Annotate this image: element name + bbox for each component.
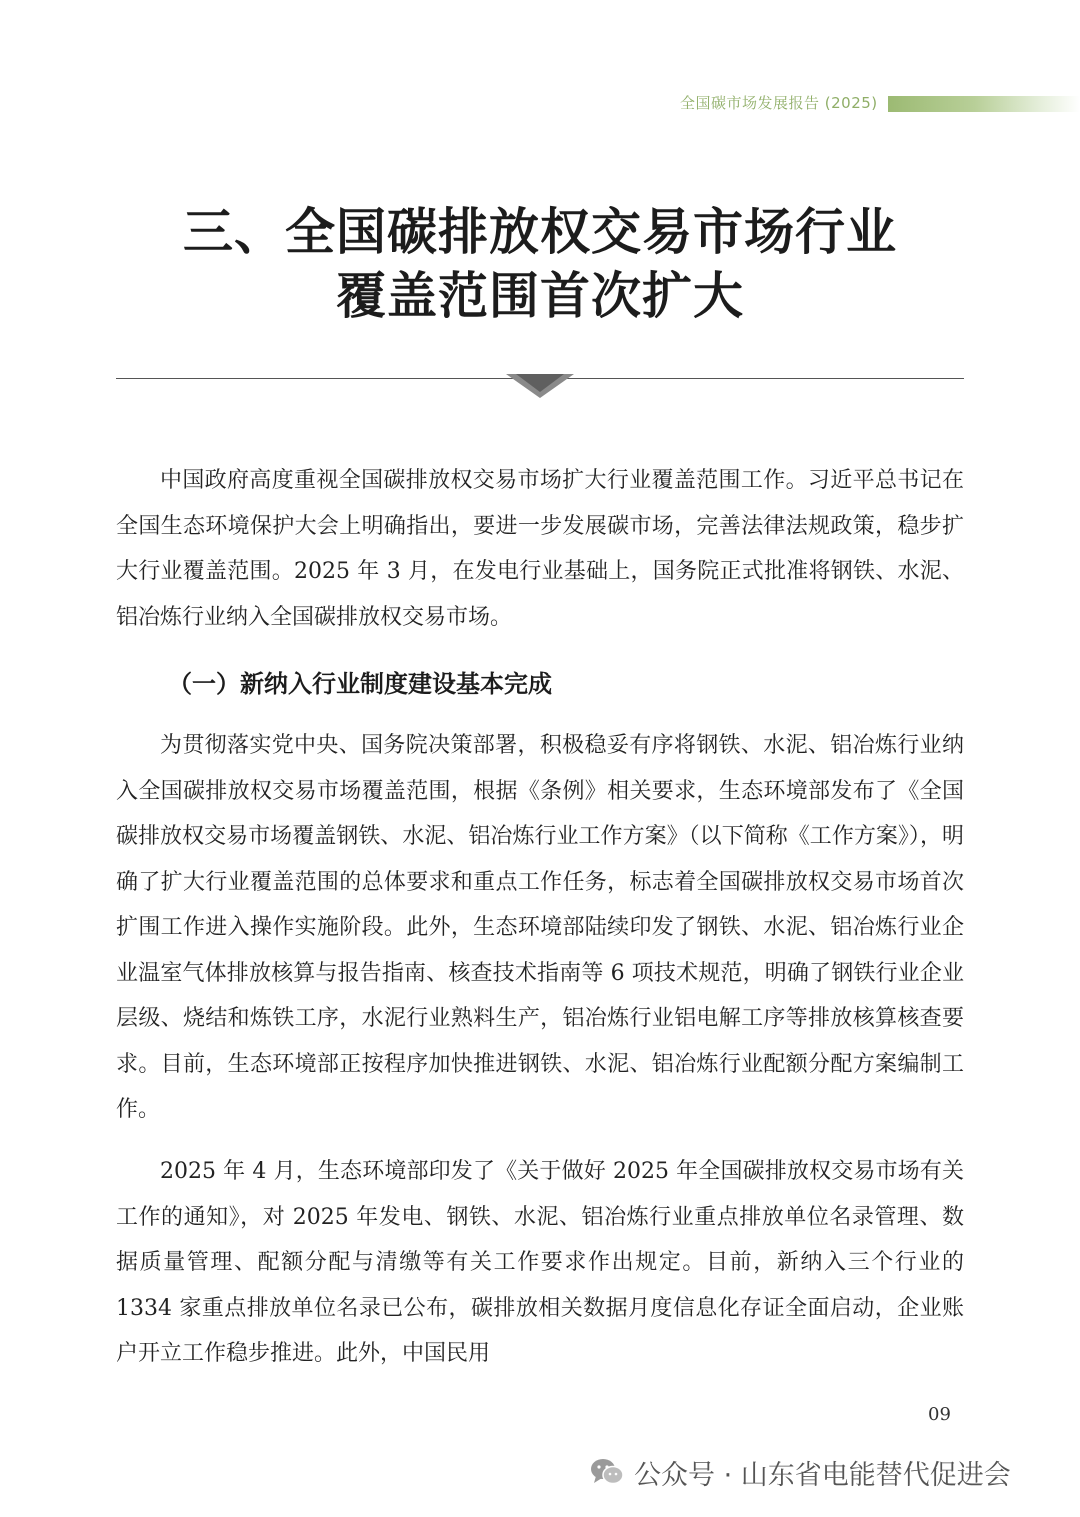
section-title-line1: 三、全国碳排放权交易市场行业 (183, 202, 897, 261)
watermark-text: 公众号 · 山东省电能替代促进会 (634, 1459, 1011, 1491)
subsection-heading: （一）新纳入行业制度建设基本完成 (168, 669, 552, 698)
wechat-watermark (590, 1450, 1011, 1494)
page-number: 09 (928, 1404, 951, 1425)
header-accent-bar (888, 96, 1080, 112)
body-paragraph-1: 为贯彻落实党中央、国务院决策部署，积极稳妥有序将钢铁、水泥、铝冶炼行业纳入全国碳排放权交易市场覆盖范围，根据《条例》相关要求，生态环境部发布了《全国碳排放权交易市场覆盖钢铁、水泥、铝冶炼行业工作方案》（以下简称《工作方案》），明确了扩大行业覆盖范围的总体要求和重点工作任务，标志着全国碳排放权交易市场首次扩围工作进入操作实施阶段。此外，生态环境部陆续印发了钢铁、水泥、铝冶炼行业企业温室气体排放核算与报告指南、核查技术指南等 6 项技术规范，明确了钢铁行业企业层级、烧结和炼铁工序，水泥行业熟料生产，铝冶炼行业铝电解工序等排放核算核查要求。目前，生态环境部正按程序加快推进钢铁、水泥、铝冶炼行业配额分配方案编制工作。 (116, 733, 964, 1122)
wechat-icon (590, 1457, 624, 1487)
body-paragraph-2: 2025 年 4 月，生态环境部印发了《关于做好 2025 年全国碳排放权交易市场有关工作的通知》，对 2025 年发电、钢铁、水泥、铝冶炼行业重点排放单位名录管理、数据质量管理、配额分配与清缴等有关工作要求作出规定。目前，新纳入三个行业的 1334 家重点排放单位名录已公布，碳排放相关数据月度信息化存证全面启动，企业账户开立工作稳步推进。此外，中国民用 (116, 1159, 964, 1366)
report-header-title: 全国碳市场发展报告 (2025) (680, 94, 878, 112)
divider-chevron-icon (506, 372, 574, 402)
intro-paragraph: 中国政府高度重视全国碳排放权交易市场扩大行业覆盖范围工作。习近平总书记在全国生态环境保护大会上明确指出，要进一步发展碳市场，完善法律法规政策，稳步扩大行业覆盖范围。2025 年 3 月，在发电行业基础上，国务院正式批准将钢铁、水泥、铝冶炼行业纳入全国碳排放权交易市场。 (116, 468, 964, 630)
section-title-line2: 覆盖范围首次扩大 (336, 266, 744, 325)
